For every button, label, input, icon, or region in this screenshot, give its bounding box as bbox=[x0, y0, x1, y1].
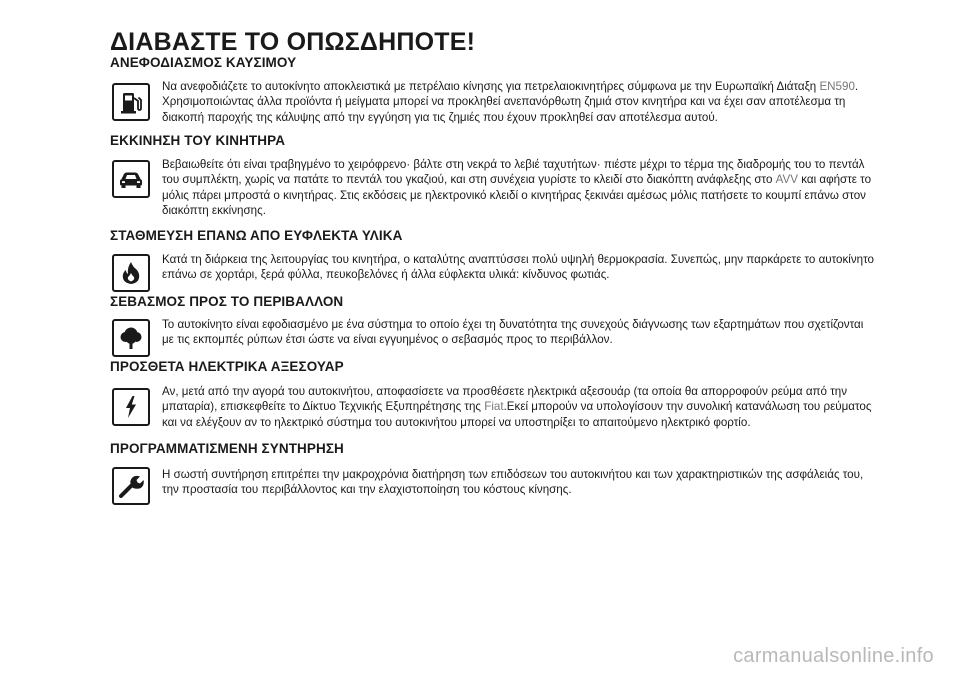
text-line: Κατά τη διάρκεια της λειτουργίας του κινητήρα, ο καταλύτης αναπτύσσει πολύ υψηλή θερμοκρασία. Συνεπώς, μην παρκάρετε το αυτοκίνητο bbox=[162, 253, 874, 266]
section-text-maintenance bbox=[162, 467, 914, 498]
fuel-pump-icon bbox=[112, 83, 150, 121]
ignition-position: AVV bbox=[775, 173, 798, 187]
tree-icon bbox=[112, 319, 150, 357]
brand-name: Fiat bbox=[484, 400, 504, 414]
fire-icon bbox=[112, 254, 150, 292]
wrench-icon bbox=[112, 467, 150, 505]
text-segment: και αφήστε το bbox=[798, 173, 872, 187]
text-segment: του συμπλέκτη, χωρίς να πατάτε το πεντάλ του γκαζιού, και στη συνέχεια γυρίστε το κλειδί στο διακόπτη ανάφλεξης στο bbox=[162, 173, 776, 187]
text-line: διακόπτη εκκίνησης. bbox=[162, 204, 266, 218]
text-line: με τις εκπομπές ρύπων έτσι ώστε να είναι εγγυημένος ο σεβασμός προς το περιβάλλον. bbox=[162, 333, 613, 347]
section-heading-maintenance: ΠΡΟΓΡΑΜΜΑΤΙΣΜΕΝΗ ΣΥΝΤΗΡΗΣΗ bbox=[110, 441, 344, 456]
text-segment: . bbox=[854, 80, 859, 93]
car-icon bbox=[112, 160, 150, 198]
text-line: μόλις πάρει μπροστά ο κινητήρας. Στις εκδόσεις με ηλεκτρονικό κλειδί ο κινητήρας ξεκινάει αμέσως μόλις πατήσετε το κουμπί επάνω στον bbox=[162, 188, 866, 202]
text-segment: μπαταρία), επισκεφθείτε το Δίκτυο Τεχνικής Εξυπηρέτησης της bbox=[162, 400, 485, 414]
text-line: επάνω σε χορτάρι, ξερά φύλλα, πευκοβελόνες ή άλλα εύφλεκτα υλικά: κίνδυνος φωτιάς. bbox=[162, 268, 610, 282]
section-text-parking bbox=[162, 252, 914, 283]
text-line: Το αυτοκίνητο είναι εφοδιασμένο με ένα σύστημα το οποίο έχει τη δυνατότητα της συνεχούς διάγνωσης των εξαρτημάτων που σχετίζονται bbox=[162, 318, 864, 331]
text-line bbox=[162, 399, 914, 414]
text-line: την προστασία του περιβάλλοντος και την ελαχιστοποίηση του κόστους κίνησης. bbox=[162, 483, 572, 497]
text-line: Βεβαιωθείτε ότι είναι τραβηγμένο το χειρόφρενο· βάλτε στη νεκρά το λεβιέ ταχυτήτων· πιέστε μέχρι το τέρμα της διαδρομής του το πεντάλ bbox=[162, 158, 865, 171]
text-line bbox=[162, 79, 914, 94]
section-heading-environment: ΣΕΒΑΣΜΟΣ ΠΡΟΣ ΤΟ ΠΕΡΙΒΑΛΛΟΝ bbox=[110, 294, 344, 309]
section-heading-parking: ΣΤΑΘΜΕΥΣΗ ΕΠΑΝΩ ΑΠΟ ΕΥΦΛΕΚΤΑ ΥΛΙΚΑ bbox=[110, 228, 403, 243]
section-heading-refuelling: ΑΝΕΦΟΔΙΑΣΜΟΣ ΚΑΥΣΙΜΟΥ bbox=[110, 55, 297, 70]
section-heading-electrical-accessories: ΠΡΟΣΘΕΤΑ ΗΛΕΚΤΡΙΚΑ ΑΞΕΣΟΥΑΡ bbox=[110, 359, 344, 374]
section-text-engine-start bbox=[162, 157, 914, 219]
text-segment: Να ανεφοδιάζετε το αυτοκίνητο αποκλειστικά με πετρέλαιο κίνησης για πετρελαιοκινητήρες σύμφωνα με την Ευρωπαϊκή Διάταξη bbox=[162, 80, 820, 93]
text-line bbox=[162, 172, 914, 187]
text-line: Χρησιμοποιώντας άλλα προϊόντα ή μείγματα μπορεί να προκληθεί ανεπανόρθωτη ζημιά στον κινητήρα και να έχει σαν αποτέλεσμα τη bbox=[162, 95, 846, 109]
section-text-environment bbox=[162, 317, 914, 348]
standard-code: EN590 bbox=[819, 80, 855, 93]
text-line: Αν, μετά από την αγορά του αυτοκινήτου, αποφασίσετε να προσθέσετε ηλεκτρικά αξεσουάρ (τα οποία θα απορροφούν ρεύμα από την bbox=[162, 385, 848, 398]
text-segment: .Εκεί μπορούν να υπολογίσουν την συνολική κατανάλωση του ρεύματος bbox=[503, 400, 872, 414]
section-text-refuelling bbox=[162, 79, 914, 125]
text-line: και να ελέγξουν αν το ηλεκτρικό σύστημα του αυτοκινήτου μπορεί να υποστηρίξει το απαιτούμενο ηλεκτρικό φορτίο. bbox=[162, 415, 751, 429]
section-text-electrical-accessories bbox=[162, 384, 914, 430]
text-line: Η σωστή συντήρηση επιτρέπει την μακροχρόνια διατήρηση των επιδόσεων του αυτοκινήτου και των χαρακτηριστικών της ασφάλειάς του, bbox=[162, 468, 864, 481]
watermark: carmanualsonline.info bbox=[733, 645, 934, 667]
section-heading-engine-start: ΕΚΚΙΝΗΣΗ ΤΟΥ ΚΙΝΗΤΗΡΑ bbox=[110, 133, 286, 148]
text-line: διακοπή παροχής της κάλυψης από την εγγύηση για τις ζημιές που έχουν προκληθεί σαν αποτέλεσμα αυτού. bbox=[162, 110, 718, 124]
page-title: ΔΙΑΒΑΣΤΕ ΤΟ ΟΠΩΣΔΗΠΟΤΕ! bbox=[110, 28, 476, 56]
lightning-icon bbox=[112, 388, 150, 426]
